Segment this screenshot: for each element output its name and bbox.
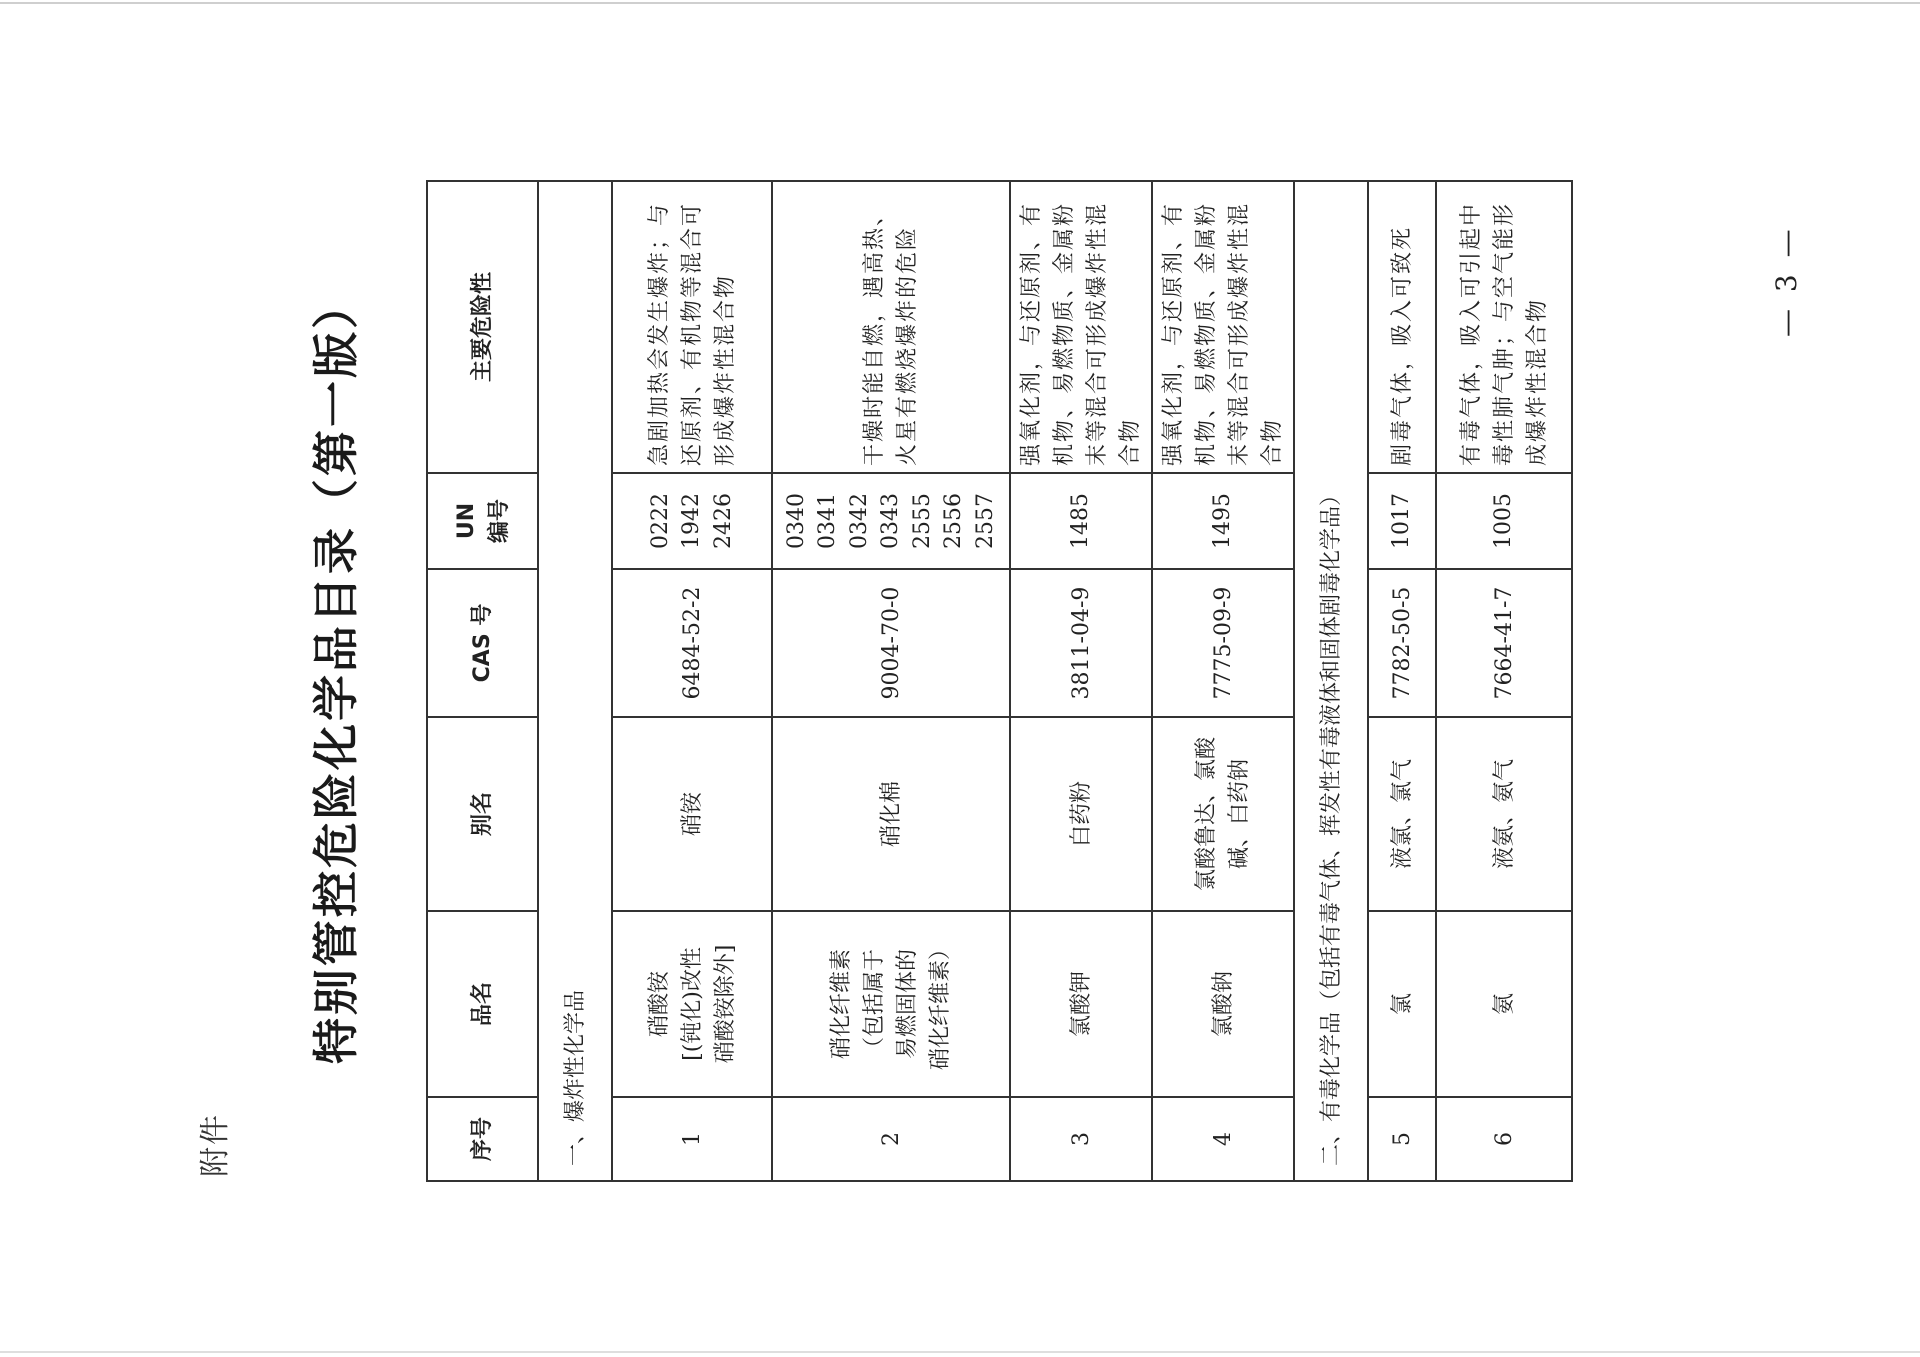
table-row <box>1368 181 1436 1181</box>
cell-no: 4 <box>1152 1097 1294 1181</box>
cell-alias: 硝化棉 <box>772 717 1010 911</box>
cell-cas: 6484-52-2 <box>612 569 772 717</box>
section-title: 二、有毒化学品（包括有毒气体、挥发性有毒液体和固体剧毒化学品） <box>1294 181 1368 1181</box>
cell-hazard: 强氧化剂，与还原剂、有机物、易燃物质、金属粉末等混合可形成爆炸性混合物 <box>1010 181 1152 473</box>
cell-no: 5 <box>1368 1097 1436 1181</box>
cell-name: 氨 <box>1436 911 1572 1097</box>
section-row <box>1294 181 1368 1181</box>
cell-no: 2 <box>772 1097 1010 1181</box>
chemical-catalog-table <box>426 180 1573 1182</box>
cell-un <box>1368 473 1436 569</box>
section-row <box>538 181 612 1181</box>
cell-name: 硝酸铵 [(钝化)改性 硝酸铵除外] <box>612 911 772 1097</box>
cell-name: 氯 <box>1368 911 1436 1097</box>
cell-cas: 9004-70-0 <box>772 569 1010 717</box>
cell-no: 3 <box>1010 1097 1152 1181</box>
attachment-label: 附件 <box>198 1113 233 1177</box>
table-row <box>772 181 1010 1181</box>
header-un: UN 编号 <box>427 473 538 569</box>
cell-alias: 氯酸鲁达、氯酸碱、白药钠 <box>1152 717 1294 911</box>
cell-cas: 7782-50-5 <box>1368 569 1436 717</box>
table-row <box>1152 181 1294 1181</box>
un-number: 0340 <box>783 493 809 549</box>
cell-alias: 白药粉 <box>1010 717 1152 911</box>
header-alias: 别名 <box>427 717 538 911</box>
cell-hazard: 有毒气体，吸入可引起中毒性肺气肿；与空气能形成爆炸性混合物 <box>1436 181 1572 473</box>
table-row <box>1010 181 1152 1181</box>
un-number: 2555 <box>909 493 935 549</box>
cell-name: 硝化纤维素 （包括属于 易燃固体的 硝化纤维素） <box>772 911 1010 1097</box>
table-row <box>612 181 772 1181</box>
un-number: 1942 <box>679 493 705 549</box>
cell-cas: 3811-04-9 <box>1010 569 1152 717</box>
cell-cas: 7664-41-7 <box>1436 569 1572 717</box>
header-name: 品名 <box>427 911 538 1097</box>
page-number: — 3 — <box>1770 225 1803 337</box>
cell-no: 6 <box>1436 1097 1572 1181</box>
table-header-row <box>427 181 538 1181</box>
page-title: 特别管控危险化学品目录（第一版） <box>309 280 363 1064</box>
un-number: 0343 <box>878 493 904 549</box>
cell-un <box>772 473 1010 569</box>
un-number: 1017 <box>1389 493 1415 549</box>
section-title: 一、爆炸性化学品 <box>538 181 612 1181</box>
un-number: 0341 <box>815 493 841 549</box>
un-number: 1485 <box>1068 493 1094 549</box>
cell-un <box>1436 473 1572 569</box>
cell-un <box>1152 473 1294 569</box>
un-number: 2557 <box>972 493 998 549</box>
cell-hazard: 急剧加热会发生爆炸；与还原剂、有机物等混合可形成爆炸性混合物 <box>612 181 772 473</box>
cell-un <box>1010 473 1152 569</box>
table-row <box>1436 181 1572 1181</box>
un-number: 0222 <box>647 493 673 549</box>
cell-name: 氯酸钠 <box>1152 911 1294 1097</box>
cell-hazard: 剧毒气体，吸入可致死 <box>1368 181 1436 473</box>
un-number: 2426 <box>710 493 736 549</box>
cell-hazard: 强氧化剂，与还原剂、有机物、易燃物质、金属粉末等混合可形成爆炸性混合物 <box>1152 181 1294 473</box>
un-number: 0342 <box>846 493 872 549</box>
cell-alias: 液氨、氨气 <box>1436 717 1572 911</box>
header-cas: CAS 号 <box>427 569 538 717</box>
cell-name: 氯酸钾 <box>1010 911 1152 1097</box>
header-hazard: 主要危险性 <box>427 181 538 473</box>
cell-un <box>612 473 772 569</box>
un-number: 1495 <box>1210 493 1236 549</box>
cell-cas: 7775-09-9 <box>1152 569 1294 717</box>
cell-alias: 液氯、氯气 <box>1368 717 1436 911</box>
cell-alias: 硝铵 <box>612 717 772 911</box>
table-body <box>538 181 1572 1181</box>
header-no: 序号 <box>427 1097 538 1181</box>
un-number: 2556 <box>941 493 967 549</box>
un-number: 1005 <box>1491 493 1517 549</box>
cell-no: 1 <box>612 1097 772 1181</box>
cell-hazard: 干燥时能自燃，遇高热、火星有燃烧爆炸的危险 <box>772 181 1010 473</box>
